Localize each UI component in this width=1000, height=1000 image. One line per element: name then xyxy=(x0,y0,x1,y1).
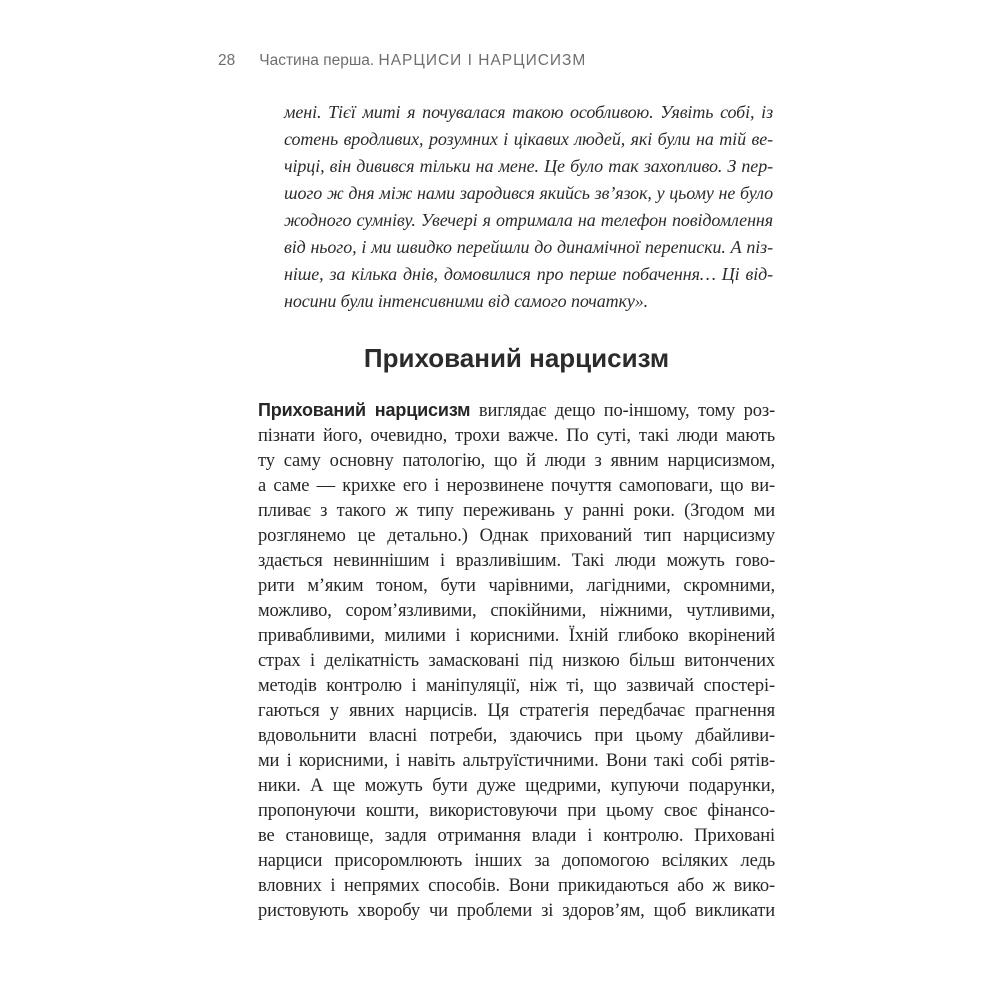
body-line: можливо, сором’язливими, спокійними, ніжними, чутливими, xyxy=(258,601,775,621)
body-line: пропонуючи кошти, використовуючи при цьому своє фінансо- xyxy=(258,801,775,821)
section-heading: Прихований нарцисизм xyxy=(363,343,670,373)
quote-line: мені. Тієї миті я почувалася такою особливою. Уявіть собі, із xyxy=(284,102,773,122)
body-line: ники. А ще можуть бути дуже щедрими, купуючи подарунки, xyxy=(258,776,775,796)
quote-paragraph xyxy=(284,99,773,315)
part-label: Частина перша. xyxy=(259,52,375,69)
quote-line: носини були інтенсивними від самого початку». xyxy=(284,291,649,311)
lead-in-term: Прихований нарцисизм xyxy=(258,400,471,420)
body-line: методів контролю і маніпуляції, ніж ті, що зазвичай спостері- xyxy=(258,676,775,696)
part-title: НАРЦИСИ І НАРЦИСИЗМ xyxy=(378,52,587,69)
body-line: а саме — крихке его і нерозвинене почуття самоповаги, що ви- xyxy=(258,476,775,496)
body-line: страх і делікатність замасковані під низкою більш витончених xyxy=(258,651,775,671)
quote-line: від нього, і ми швидко перейшли до динамічної переписки. А піз- xyxy=(284,237,773,257)
body-line: привабливими, милими і корисними. Їхній глибоко вкорінений xyxy=(258,626,775,646)
body-paragraph xyxy=(258,398,775,924)
running-head xyxy=(218,52,586,70)
body-line: рити м’яким тоном, бути чарівними, лагідними, скромними, xyxy=(258,576,775,596)
page-number: 28 xyxy=(218,52,236,69)
quote-line: жодного сумніву. Увечері я отримала на телефон повідомлення xyxy=(284,210,773,230)
body-line: ве становище, задля отримання влади і контролю. Приховані xyxy=(258,826,775,846)
body-line: вловних і непрямих способів. Вони прикидаються або ж вико- xyxy=(258,876,775,896)
body-line: ту саму основну патологію, що й люди з явним нарцисизмом, xyxy=(258,451,775,471)
body-line: розглянемо це детально.) Однак прихований тип нарцисизму xyxy=(258,526,775,546)
quote-line: шого ж дня між нами зародився якийсь зв’язок, у цьому не було xyxy=(284,183,773,203)
body-line: вдовольнити власні потреби, здаючись при цьому дбайливи- xyxy=(258,726,775,746)
quote-line: ніше, за кілька днів, домовилися про перше побачення… Ці від- xyxy=(284,264,773,284)
body-line: ми і корисними, і навіть альтруїстичними. Вони такі собі рятів- xyxy=(258,751,775,771)
body-line: пізнати його, очевидно, трохи важче. По суті, такі люди мають xyxy=(258,426,775,446)
chapter-reference xyxy=(259,52,586,70)
body-line: пливає з такого ж типу переживань у ранні роки. (Згодом ми xyxy=(258,501,775,521)
body-line xyxy=(258,398,775,424)
body-line: здається невиннішим і вразливішим. Такі люди можуть гово- xyxy=(258,551,775,571)
body-line-text: виглядає дещо по-іншому, тому роз- xyxy=(478,401,775,421)
body-line: гаються у явних нарцисів. Ця стратегія передбачає прагнення xyxy=(258,701,775,721)
quote-line: сотень вродливих, розумних і цікавих людей, які були на тій ве- xyxy=(284,129,773,149)
body-line: нарциси присоромлюють інших за допомогою всіляких ледь xyxy=(258,851,775,871)
body-line: ристовують хворобу чи проблеми зі здоров’ям, щоб викликати xyxy=(258,901,775,921)
quote-line: чірці, він дивився тільки на мене. Це було так захопливо. З пер- xyxy=(284,156,773,176)
